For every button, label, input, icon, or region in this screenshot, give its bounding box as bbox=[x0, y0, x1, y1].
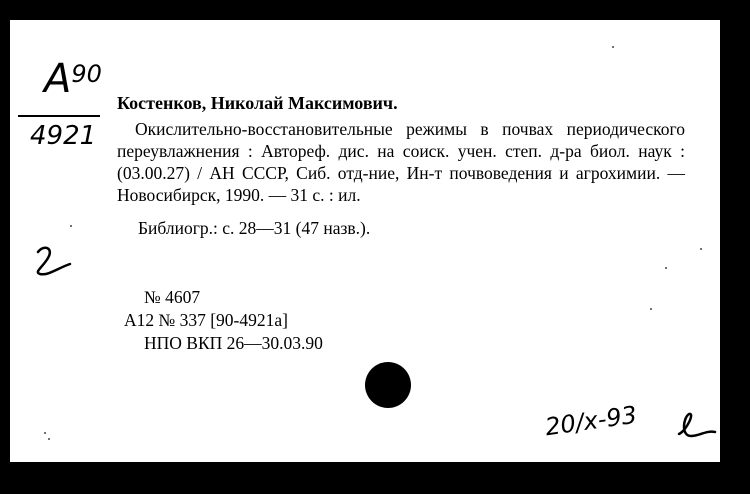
speck bbox=[612, 46, 614, 48]
speck bbox=[48, 438, 50, 440]
catalog-card bbox=[10, 20, 720, 462]
speck bbox=[70, 225, 72, 227]
handwritten-date: 20/х-93 bbox=[543, 400, 639, 442]
speck bbox=[700, 248, 702, 250]
shelf-mark-top: $A^{90}$ bbox=[44, 56, 102, 102]
bibliography-note: Библиогр.: с. 28—31 (47 назв.). bbox=[138, 218, 371, 238]
registry-date: НПО ВКП 26—30.03.90 bbox=[144, 333, 323, 353]
record-description: Окислительно-восстановительные режимы в почвах периодического переувлажнения : Автореф. дис. на соиск. учен. степ. д-ра биол. наук : (03.00.27) / АН СССР, Сиб. отд-ние, Ин-т почвоведения и агрохимии. — Новосибирск, 1990. — 31 с. : ил. bbox=[117, 119, 685, 205]
shelf-mark-divider bbox=[18, 115, 100, 117]
punch-hole bbox=[365, 362, 411, 408]
handwritten-scribble-icon bbox=[30, 242, 78, 282]
handwritten-initial-icon bbox=[675, 408, 719, 442]
speck bbox=[665, 267, 667, 269]
shelf-mark-bottom: 4921 bbox=[30, 121, 97, 151]
speck bbox=[44, 432, 46, 434]
author-heading: Костенков, Николай Максимович. bbox=[117, 93, 398, 113]
registry-code: А12 № 337 [90-4921а] bbox=[124, 310, 288, 330]
registry-number: № 4607 bbox=[144, 287, 201, 307]
speck bbox=[650, 308, 652, 310]
